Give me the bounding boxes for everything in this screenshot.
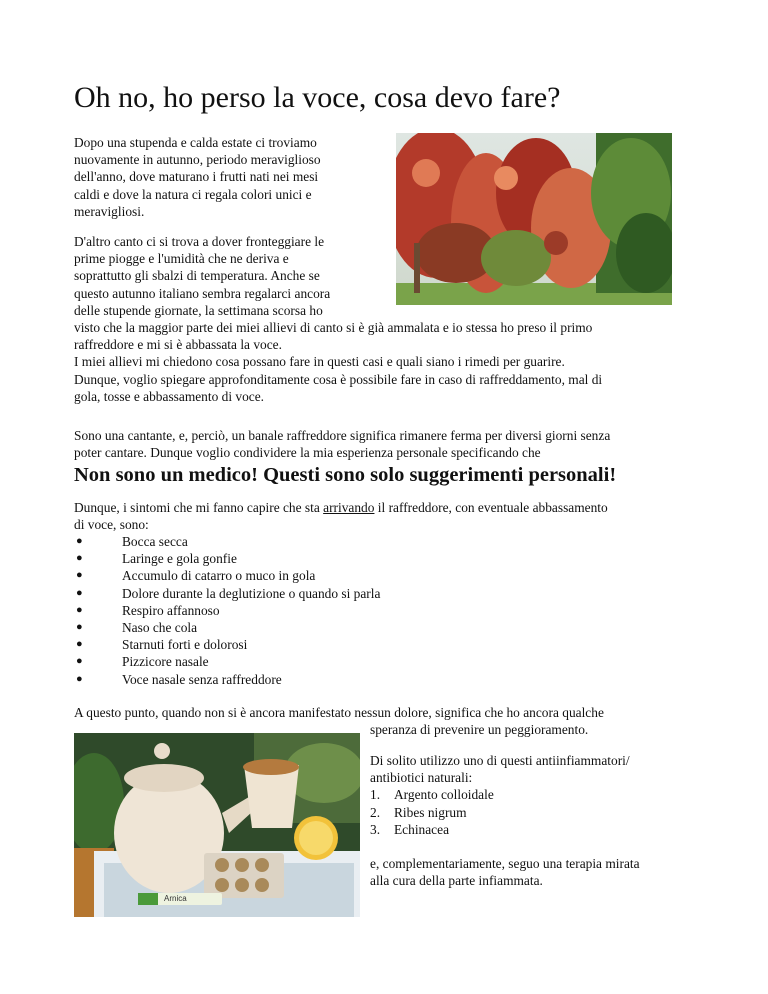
intro-paragraph: Dopo una stupenda e calda estate ci troviamo nuovamente in autunno, periodo meraviglioso dell'anno, dove maturano i frutti nati nei mesi caldi e dove la natura ci regala colori unici e meravigliosi. bbox=[74, 135, 321, 219]
bullet-icon: ● bbox=[76, 655, 83, 668]
list-item: ● Respiro affannoso bbox=[76, 602, 220, 618]
page-title: Oh no, ho perso la voce, cosa devo fare? bbox=[74, 81, 561, 114]
remedy-item: 2. Ribes nigrum bbox=[370, 804, 467, 820]
bullet-icon: ● bbox=[76, 552, 83, 565]
symptoms-intro: Dunque, i sintomi che mi fanno capire che sta arrivando il raffreddore, con eventuale abbassamento di voce, sono: bbox=[74, 500, 608, 533]
list-item: ● Naso che cola bbox=[76, 620, 198, 636]
symptoms-list bbox=[74, 533, 674, 688]
prevention-text: A questo punto, quando non si è ancora manifestato nessun dolore, significa che ho ancora qualche speranza di prevenire un peggioramento. bbox=[74, 705, 604, 738]
remedies-block: Di solito utilizzo uno di questi antiinfiammatori/ antibiotici naturali: 1. Argento colloidale 2. Ribes nigrum 3. Echinacea e, complementariamente, seguo una terapia mirata alla cura della parte infiammata. bbox=[370, 752, 690, 889]
remedy-item: 1. Argento colloidale bbox=[370, 787, 494, 803]
tea-remedy-photo bbox=[74, 733, 360, 917]
list-item: ● Dolore durante la deglutizione o quando si parla bbox=[76, 585, 381, 601]
list-item: ● Starnuti forti e dolorosi bbox=[76, 637, 248, 653]
list-item: ● Bocca secca bbox=[76, 534, 188, 549]
disclaimer-heading: Non sono un medico! Questi sono solo suggerimenti personali! bbox=[74, 464, 617, 486]
list-item: ● Pizzicore nasale bbox=[76, 654, 209, 670]
bullet-icon: ● bbox=[76, 586, 83, 599]
list-item: ● Accumulo di catarro o muco in gola bbox=[76, 568, 316, 584]
bullet-icon: ● bbox=[76, 621, 83, 634]
bullet-icon: ● bbox=[76, 569, 83, 582]
remedy-tube-label: Arnica bbox=[164, 894, 187, 903]
list-item: ● Voce nasale senza raffreddore bbox=[76, 671, 282, 687]
bullet-icon: ● bbox=[76, 603, 83, 616]
singer-paragraph: Sono una cantante, e, perciò, un banale raffreddore significa rimanere ferma per diversi giorni senza poter cantare. Dunque voglio condividere la mia esperienza personale specificando che bbox=[74, 428, 611, 461]
underlined-word: arrivando bbox=[323, 500, 375, 515]
second-paragraph: D'altro canto ci si trova a dover fronteggiare le prime piogge e l'umidità che ne deriva e soprattutto gli sbalzi di temperatura. Anche se questo autunno italiano sembra regalarci ancora delle stupende giornate, la settimana scorsa ho visto che la maggior parte dei miei allievi di canto si è già ammalata e io stessa ho preso il primo raffreddore e mi si è abbassata la voce. I miei allievi mi chiedono cosa possano fare in questi casi e quali siano i rimedi per guarire. Dunque, voglio spiegare approfonditamente cosa è possibile fare in caso di raffreddamento, mal di gola, tosse e abbassamento di voce. bbox=[74, 234, 603, 404]
list-item: ● Laringe e gola gonfie bbox=[76, 551, 237, 567]
remedy-item: 3. Echinacea bbox=[370, 821, 450, 837]
bullet-icon: ● bbox=[76, 672, 83, 685]
bullet-icon: ● bbox=[76, 638, 83, 651]
bullet-icon: ● bbox=[76, 535, 83, 547]
